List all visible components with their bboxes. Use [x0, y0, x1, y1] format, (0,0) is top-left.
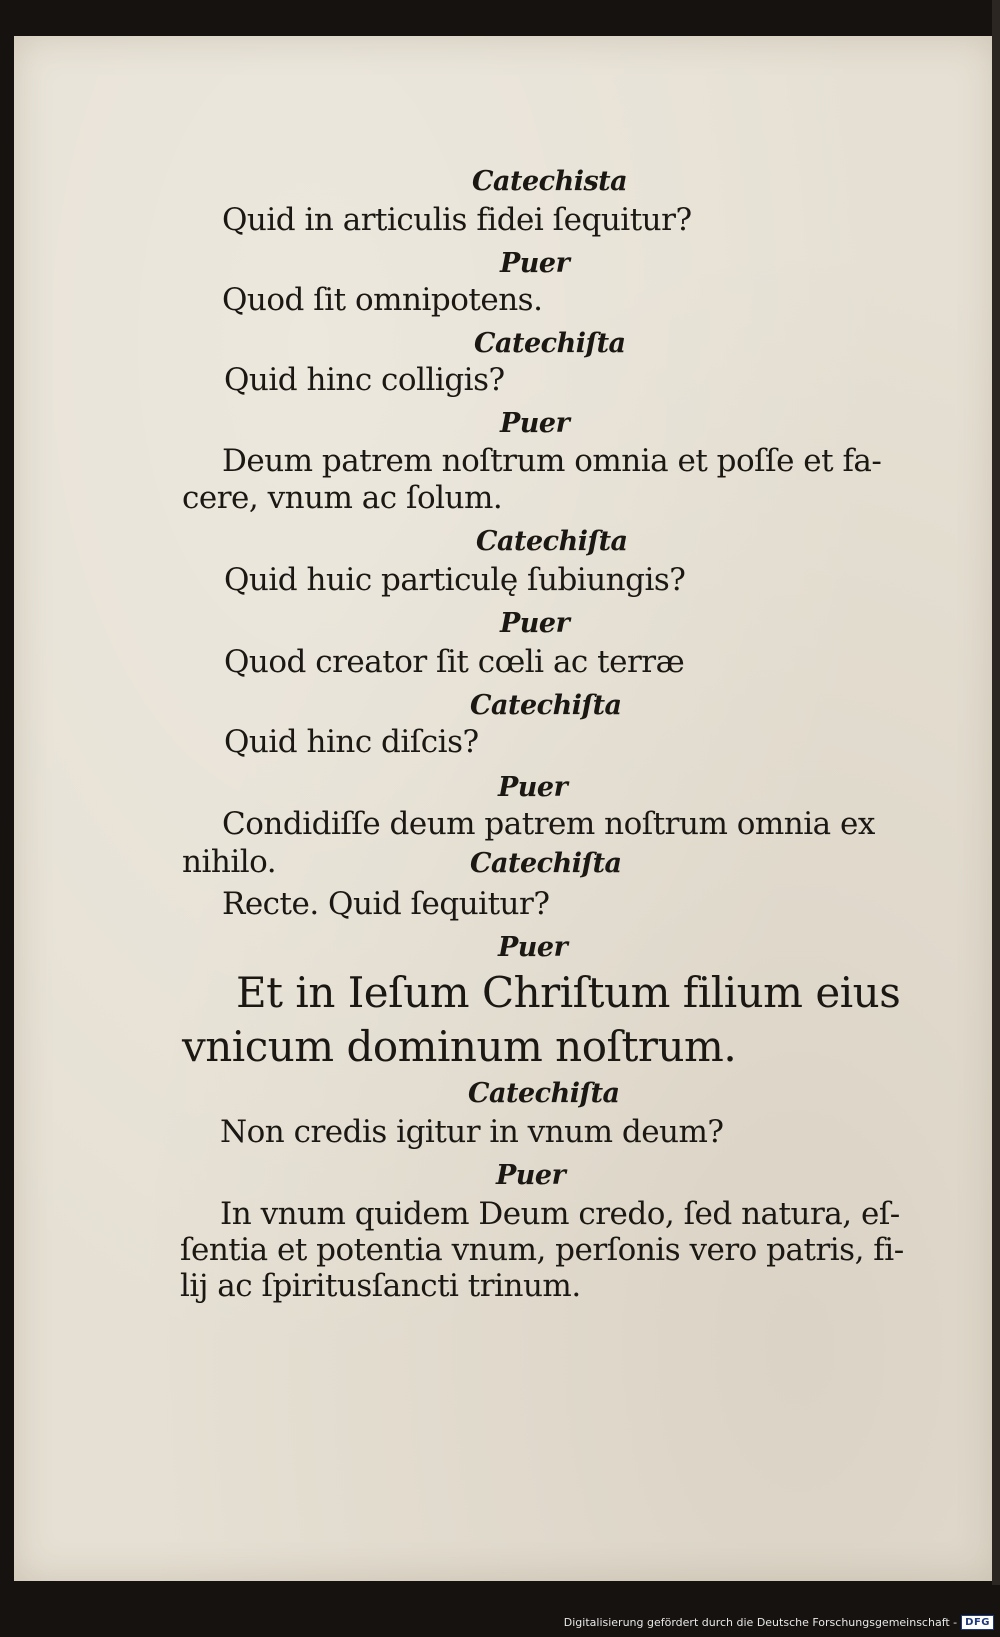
text-line: Quod ſit omnipotens.	[222, 282, 543, 318]
text-line: nihilo.	[182, 844, 277, 880]
text-line: Recte. Quid ſequitur?	[222, 886, 550, 922]
speaker-label: Catechiſta	[470, 690, 622, 721]
speaker-label: Puer	[496, 1160, 566, 1191]
speaker-label: Puer	[500, 608, 570, 639]
book-page	[14, 36, 996, 1581]
text-line-large: Et in Ieſum Chriſtum filium eius	[236, 968, 901, 1017]
text-line: Quod creator ſit cœli ac terræ	[224, 644, 685, 680]
text-line: Deum patrem noſtrum omnia et poſſe et fa-	[222, 443, 882, 479]
text-line: cere, vnum ac ſolum.	[182, 480, 503, 516]
speaker-label: Puer	[500, 408, 570, 439]
text-line: ſentia et potentia vnum, perſonis vero patris, fi-	[180, 1232, 904, 1268]
book-edge	[992, 0, 1000, 1585]
text-line: In vnum quidem Deum credo, ſed natura, eſ-	[220, 1196, 900, 1232]
text-line: Non credis igitur in vnum deum?	[220, 1114, 724, 1150]
speaker-label: Catechiſta	[476, 526, 628, 557]
speaker-label: Puer	[498, 772, 568, 803]
text-line-large: vnicum dominum noſtrum.	[182, 1022, 737, 1071]
text-line: Quid hinc diſcis?	[224, 724, 479, 760]
speaker-label: Catechiſta	[468, 1078, 620, 1109]
text-line: Quid in articulis fidei ſequitur?	[222, 202, 692, 238]
speaker-label: Puer	[500, 248, 570, 279]
speaker-label: Puer	[498, 932, 568, 963]
speaker-label: Catechiſta	[470, 848, 622, 879]
digitization-credit	[564, 1611, 994, 1633]
speaker-label: Catechista	[472, 166, 628, 197]
credit-text: Digitalisierung gefördert durch die Deutsche Forschungsgemeinschaft -	[563, 1615, 958, 1629]
text-line: Quid hinc colligis?	[224, 362, 505, 398]
speaker-label: Catechiſta	[474, 328, 626, 359]
dfg-logo: DFG	[961, 1615, 994, 1630]
text-line: lij ac ſpiritusſancti trinum.	[180, 1268, 581, 1304]
text-line: Quid huic particulę ſubiungis?	[224, 562, 686, 598]
text-line: Condidiſſe deum patrem noſtrum omnia ex	[222, 806, 875, 842]
